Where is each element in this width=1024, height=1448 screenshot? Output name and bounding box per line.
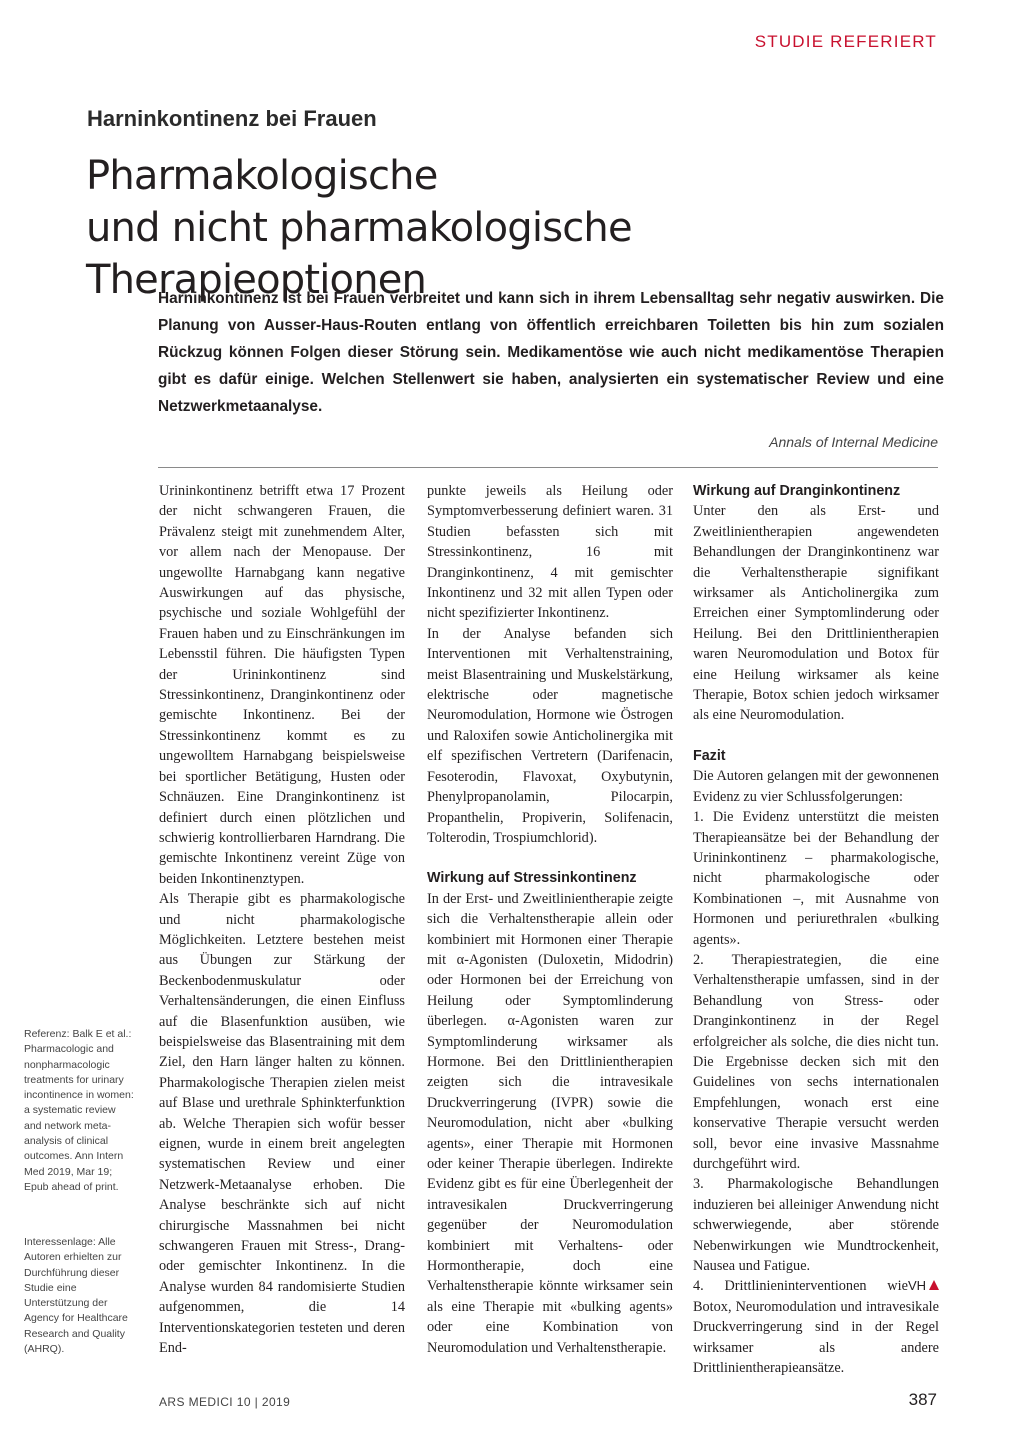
section-heading-fazit: Fazit (693, 747, 726, 764)
conflict-of-interest-note: Interessenlage: Alle Autoren erhielten zur Durchführung dieser Studie eine Unterstützung der Agency for Healthcare Research and Quality (AHRQ). (24, 1236, 128, 1356)
paragraph: In der Analyse befanden sich Interventionen mit Verhaltenstraining, meist Blasentraining und Muskelstärkung, elektrische oder magnetische Neuromodulation, Hormone wie Östrogen und Raloxifen sowie Anticholinergika mit elf spezifischen Vertretern (Darifenacin, Fesoterodin, Flavoxat, Oxybutynin, Phenylpropanolamin, Pilocarpin, Propanthelin, Propiverin, Solifenacin, Tolterodin, Trospiumchlorid). (427, 625, 673, 846)
author-initials: VH (907, 1278, 926, 1294)
paragraph: In der Erst- und Zweitlinientherapie zeigte sich die Verhaltenstherapie allein oder kombiniert mit Hormonen einer Therapie mit α-Agonisten (Duloxetin, Midodrin) oder Hormonen bei der Erreichung von Heilung oder Symptomlinderung überlegen. α-Agonisten waren zur Symptomlinderung wirksamer als Hormone. Bei den Drittlinientherapien zeigten sich die intravesikale Druckverringerung (IVPR) sowie die Neuromodulation, nicht aber «bulking agents», einer Therapie mit Hormonen oder keiner Therapie überlegen. Indirekte Evidenz gibt es für eine Überlegenheit der intravesikalen Druckverringerung gegenüber der Neuromodulation kombiniert mit Verhaltens- oder Hormontherapie, doch eine Verhaltenstherapie könnte wirksamer sein als eine Therapie mit «bulking agents» oder eine Kombination von Neuromodulation und Verhaltenstherapie. (427, 890, 673, 1356)
paragraph: 3. Pharmakologische Behandlungen induzieren bei alleiniger Anwendung nicht schwerwiegende, aber störende Nebenwirkungen wie Mundtrockenheit, Nausea und Fatigue. (693, 1176, 939, 1275)
title-line-2: und nicht pharmakologische Therapieoptionen (86, 205, 632, 303)
paragraph (693, 1276, 939, 1378)
divider (158, 467, 938, 468)
end-triangle-icon (929, 1280, 939, 1290)
footer-journal: ARS MEDICI 10 | 2019 (159, 1395, 291, 1409)
section-heading-drang: Wirkung auf Dranginkontinenz (693, 483, 901, 499)
body-column-2 (427, 481, 673, 1358)
section-heading-stress: Wirkung auf Stressinkontinenz (427, 870, 637, 887)
title-line-1: Pharmakologische (86, 153, 438, 199)
author-signature (908, 1276, 939, 1296)
article-kicker: Harninkontinenz bei Frauen (87, 106, 377, 131)
paragraph-text: 4. Drittlinieninterventionen wie Botox, Neuromodulation und intravesikale Druckverringerung sind in der Regel wirksamer als andere Drittlinientherapieansätze. (693, 1278, 939, 1377)
paragraph: Als Therapie gibt es pharmakologische und nicht pharmakologische Möglichkeiten. Letztere bestehen meist aus Übungen zur Stärkung der Beckenbodenmuskulatur oder Verhaltensänderungen, die einen Einfluss auf die Blasenfunktion ausüben, wie beispielsweise das Blasentraining mit dem Ziel, den Harn länger halten zu können. Pharmakologische Therapien zielen meist auf Blase und urethrale Sphinkterfunktion ab. Welche Therapien sich wofür besser eignen, wurde in einem breit angelegten systematischen Review und einer Netzwerk-Metaanalyse erhoben. Die Analyse beschränkte sich auf nicht chirurgische Massnahmen bei nicht schwangeren Frauen mit Stress-, Drang- oder gemischter Inkontinenz. In die Analyse wurden 84 randomisierte Studien aufgenommen, die 14 Interventionskategorien testeten und deren End- (159, 891, 405, 1357)
paragraph: Die Autoren gelangen mit der gewonnenen Evidenz zu vier Schlussfolgerungen: (693, 768, 939, 805)
paragraph: 1. Die Evidenz unterstützt die meisten Therapieansätze bei der Behandlung der Urininkontinenz – pharmakologische, nicht pharmakologische oder Kombinationen –, mit Ausnahme von Hormonen und periurethralen «bulking agents». (693, 809, 939, 948)
page-number: 387 (908, 1390, 937, 1409)
section-label: STUDIE REFERIERT (754, 32, 937, 51)
paragraph: Urininkontinenz betrifft etwa 17 Prozent der nicht schwangeren Frauen, die Prävalenz steigt mit zunehmendem Alter, vor allem nach der Menopause. Der ungewollte Harnabgang kann negative Auswirkungen auf das physische, psychische und soziale Wohlgefühl der Frauen haben und zu Einschränkungen im Lebensstil führen. Die häufigsten Typen der Urininkontinenz sind Stressinkontinenz, Dranginkontinenz oder gemischte Inkontinenz. Bei der Stressinkontinenz kommt es zu ungewolltem Harnabgang beispielsweise bei sportlicher Betätigung, Husten oder Schnäuzen. Eine Dranginkontinenz ist definiert durch einen plötzlichen und schwierig kontrollierbaren Harndrang. Die gemischte Inkontinenz vereint Züge von beiden Inkontinenztypen. (159, 483, 405, 887)
paragraph: 2. Therapiestrategien, die eine Verhaltenstherapie umfassen, sind in der Behandlung von Stress- oder Dranginkontinenz in der Regel erfolgreicher als solche, die dies nicht tun. Die Ergebnisse decken sich mit den Guidelines von sechs internationalen Empfehlungen, wonach erst eine konservative Therapie versucht werden soll, bevor eine invasive Massnahme durchgeführt wird. (693, 951, 939, 1172)
paragraph: punkte jeweils als Heilung oder Symptomverbesserung definiert waren. 31 Studien befassten sich mit Stressinkontinenz, 16 mit Dranginkontinenz, 4 mit gemischter Inkontinenz und 32 mit allen Typen oder nicht spezifizierter Inkontinenz. (427, 483, 673, 622)
page-title (86, 150, 966, 306)
paragraph: Unter den als Erst- und Zweitlinientherapien angewendeten Behandlungen der Dranginkontinenz war die Verhaltenstherapie signifikant wirksamer als Anticholinergika zum Erreichen einer Symptomlinderung oder Heilung. Bei den Drittlinientherapien waren Neuromodulation und Botox für eine Heilung wirksamer als keine Therapie, Botox schien jedoch wirksamer als eine Neuromodulation. (693, 503, 939, 724)
body-column-3 (693, 481, 939, 1378)
source-journal: Annals of Internal Medicine (769, 434, 938, 450)
body-column-1 (159, 481, 405, 1358)
article-lead: Harninkontinenz ist bei Frauen verbreitet und kann sich in ihrem Lebensalltag sehr negativ auswirken. Die Planung von Ausser-Haus-Routen entlang von öffentlich erreichbaren Toiletten bis hin zum sozialen Rückzug können Folgen dieser Störung sein. Medikamentöse wie auch nicht medikamentöse Therapien gibt es dafür einige. Welchen Stellenwert sie haben, analysierten ein systematischer Review und eine Netzwerkmetaanalyse. (158, 290, 944, 415)
reference-note: Referenz: Balk E et al.: Pharmacologic and nonpharmacologic treatments for urinary incontinence in women: a systematic review and network meta-analysis of clinical outcomes. Ann Intern Med 2019, Mar 19; Epub ahead of print. (24, 1028, 134, 1193)
